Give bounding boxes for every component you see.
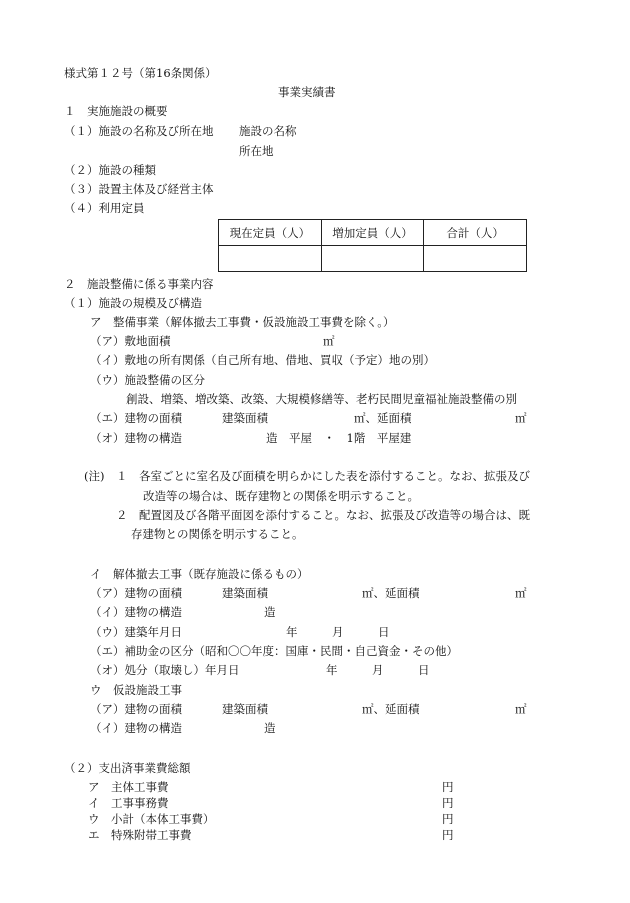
note-2-line-2: 存建物との関係を明示すること。 — [131, 527, 304, 541]
build-date-ymd: 年 月 日 — [286, 625, 390, 639]
value-increase — [321, 246, 424, 272]
demolition-floor-area: ㎡、延面積 — [362, 586, 420, 600]
structure-label: （オ）建物の構造 — [90, 431, 182, 445]
item-capacity: （４）利用定員 — [64, 201, 145, 215]
category-detail: 創設、増築、増改築、改築、大規模修繕等、老朽民間児童福祉施設整備の別 — [126, 392, 517, 406]
header-current: 現在定員（人） — [219, 220, 322, 246]
subsection-c-heading: ウ 仮設施設工事 — [90, 683, 182, 697]
facility-name-label: 施設の名称 — [239, 124, 297, 138]
note-1-line-2: 改造等の場合は、既存建物との関係を明示すること。 — [143, 489, 419, 503]
demolition-structure-label: （イ）建物の構造 — [90, 605, 182, 619]
cost-special-label: エ 特殊附帯工事費 — [88, 828, 192, 842]
temporary-built-area: 建築面積 — [222, 702, 268, 716]
site-area-label: （ア）敷地面積 — [90, 334, 171, 348]
disposal-date-ymd: 年 月 日 — [326, 663, 430, 677]
floor-area-unit: ㎡ — [515, 411, 527, 425]
cost-admin-unit: 円 — [442, 796, 454, 810]
build-date-label: （ウ）建築年月日 — [90, 625, 182, 639]
note-1-line-1: (注) １ 各室ごとに室名及び面積を明らかにした表を添付すること。なお、拡張及び — [84, 469, 530, 483]
temporary-structure-label: （イ）建物の構造 — [90, 721, 182, 735]
subsection-a-heading: ア 整備事業（解体撤去工事費・仮設施設工事費を除く。） — [90, 315, 395, 329]
value-current — [219, 246, 322, 272]
header-total: 合計（人） — [424, 220, 527, 246]
temporary-structure-zou: 造 — [264, 721, 276, 735]
table-header-row — [219, 220, 527, 246]
section-1-heading: １ 実施施設の概要 — [64, 104, 168, 118]
category-label: （ウ）施設整備の区分 — [90, 373, 205, 387]
temporary-floor-area: ㎡、延面積 — [362, 702, 420, 716]
capacity-table — [218, 219, 527, 272]
cost-special-unit: 円 — [442, 828, 454, 842]
disposal-date-label: （オ）処分（取壊し）年月日 — [90, 663, 240, 677]
cost-subtotal-label: ウ 小計（本体工事費） — [88, 812, 215, 826]
cost-subtotal-unit: 円 — [442, 812, 454, 826]
section-2-heading: ２ 施設整備に係る事業内容 — [64, 277, 214, 291]
demolition-structure-zou: 造 — [264, 605, 276, 619]
item-expenditure-total: （２）支出済事業費総額 — [64, 761, 191, 775]
building-area-label: （エ）建物の面積 — [90, 411, 182, 425]
note-2-line-1: ２ 配置図及び各階平面図を添付すること。なお、拡張及び改造等の場合は、既 — [116, 508, 530, 522]
location-label: 所在地 — [239, 144, 274, 158]
demolition-built-area: 建築面積 — [222, 586, 268, 600]
item-scale-structure: （１）施設の規模及び構造 — [64, 296, 202, 310]
form-number: 様式第１２号（第16条関係） — [64, 66, 217, 80]
subsection-b-heading: イ 解体撤去工事（既存施設に係るもの） — [90, 567, 309, 581]
demolition-area-unit: ㎡ — [515, 586, 527, 600]
table-row — [219, 246, 527, 272]
site-area-unit: ㎡ — [323, 334, 335, 348]
structure-value: 造 平屋 ・ 1階 平屋建 — [266, 431, 412, 445]
item-facility-type: （２）施設の種類 — [64, 163, 156, 177]
item-name-location: （１）施設の名称及び所在地 — [64, 124, 214, 138]
demolition-area-label: （ア）建物の面積 — [90, 586, 182, 600]
document-title: 事業実績書 — [278, 85, 336, 99]
subsidy-label: （エ）補助金の区分（昭和〇〇年度：国庫・民間・自己資金・その他） — [90, 644, 458, 658]
floor-area-label: ㎡、延面積 — [354, 411, 412, 425]
ownership-label: （イ）敷地の所有関係（自己所有地、借地、買収（予定）地の別） — [90, 353, 435, 367]
cost-admin-label: イ 工事事務費 — [88, 796, 169, 810]
temporary-area-label: （ア）建物の面積 — [90, 702, 182, 716]
built-area-label: 建築面積 — [222, 411, 268, 425]
temporary-area-unit: ㎡ — [515, 702, 527, 716]
header-increase: 増加定員（人） — [321, 220, 424, 246]
cost-main-unit: 円 — [442, 780, 454, 794]
item-operator: （３）設置主体及び経営主体 — [64, 182, 214, 196]
value-total — [424, 246, 527, 272]
cost-main-label: ア 主体工事費 — [88, 780, 169, 794]
